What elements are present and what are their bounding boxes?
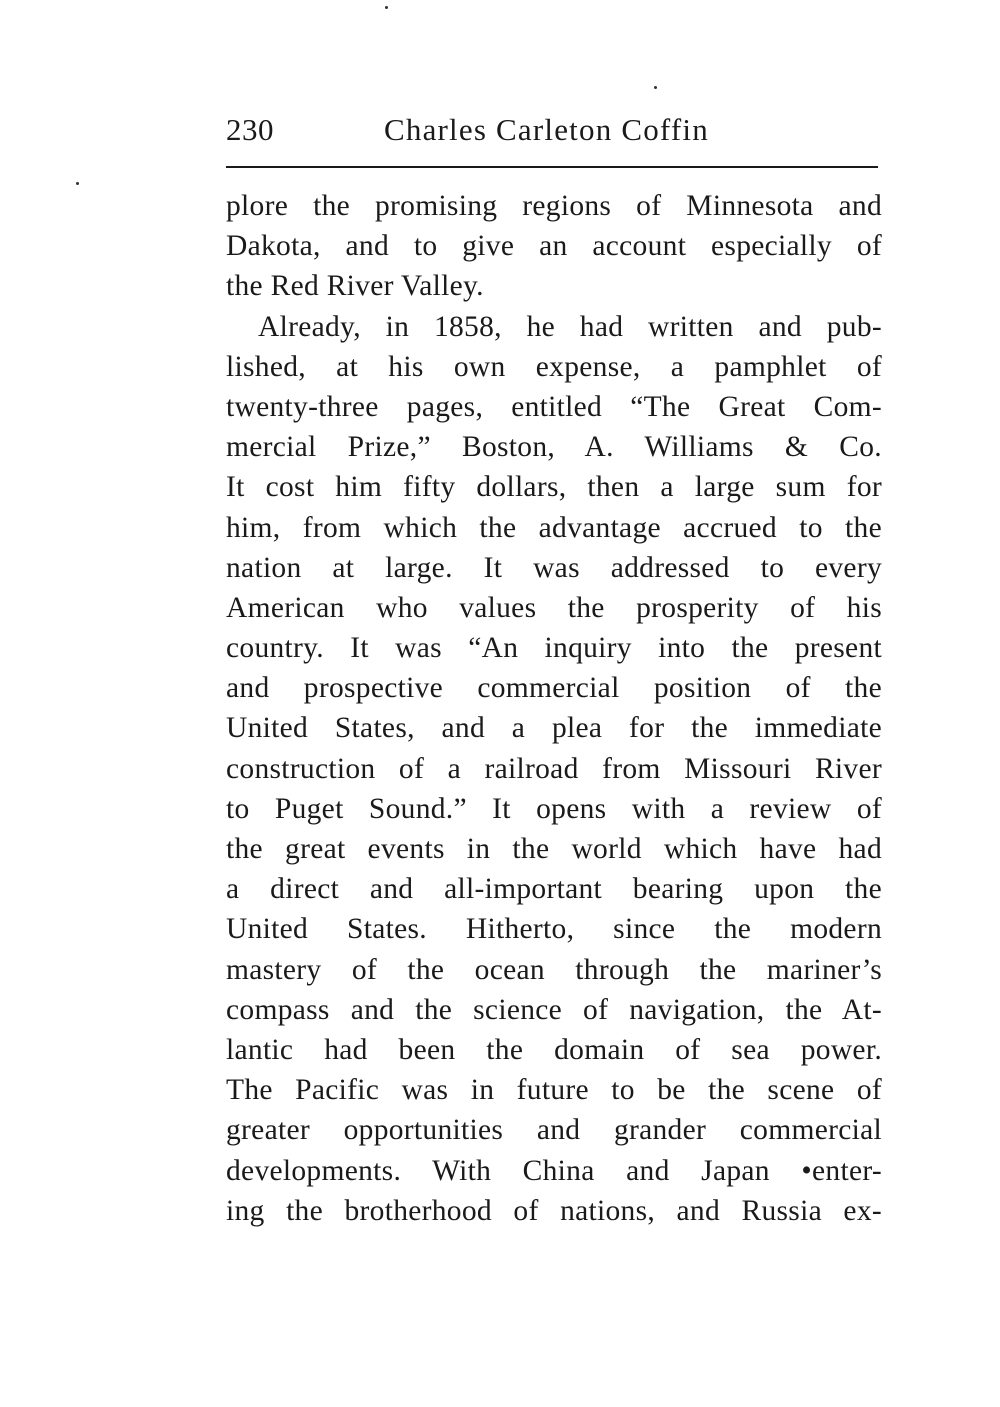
running-head: Charles Carleton Coffin (384, 112, 709, 147)
text-line: country. It was “An inquiry into the present (226, 632, 882, 665)
text-line: twenty-three pages, entitled “The Great Com- (226, 390, 882, 423)
text-line: mercial Prize,” Boston, A. Williams & Co. (226, 431, 882, 464)
text-line: a direct and all-important bearing upon the (226, 873, 882, 906)
text-line: developments. With China and Japan •enter- (226, 1154, 882, 1187)
header-rule (226, 166, 878, 168)
text-line: Already, in 1858, he had written and pub- (258, 310, 882, 343)
text-line: plore the promising regions of Minnesota and (226, 190, 882, 222)
text-line: greater opportunities and grander commercial (226, 1114, 882, 1147)
scan-speck (654, 86, 657, 89)
scan-speck (76, 182, 79, 185)
text-line: construction of a railroad from Missouri River (226, 752, 882, 785)
text-line: to Puget Sound.” It opens with a review of (226, 792, 882, 825)
text-line: United States. Hitherto, since the modern (226, 913, 882, 946)
scan-speck (385, 6, 388, 9)
text-line: It cost him fifty dollars, then a large sum for (226, 471, 882, 504)
text-line: him, from which the advantage accrued to the (226, 511, 882, 544)
text-line: Dakota, and to give an account especially of (226, 230, 882, 263)
body-text (226, 186, 882, 1231)
text-line: lantic had been the domain of sea power. (226, 1033, 882, 1066)
text-line: mastery of the ocean through the mariner’s (226, 953, 882, 986)
text-line: the Red River Valley. (226, 270, 484, 303)
text-line: ing the brotherhood of nations, and Russia ex- (226, 1194, 882, 1227)
text-line: nation at large. It was addressed to every (226, 551, 882, 584)
text-line: compass and the science of navigation, the At- (226, 993, 882, 1026)
page-number: 230 (226, 112, 274, 147)
text-line: United States, and a plea for the immediate (226, 712, 882, 745)
text-line: the great events in the world which have had (226, 833, 882, 865)
text-line: American who values the prosperity of his (226, 591, 882, 624)
text-line: The Pacific was in future to be the scene of (226, 1074, 882, 1107)
page-header (226, 112, 882, 160)
text-line: lished, at his own expense, a pamphlet of (226, 350, 882, 383)
text-line: and prospective commercial position of the (226, 672, 882, 705)
